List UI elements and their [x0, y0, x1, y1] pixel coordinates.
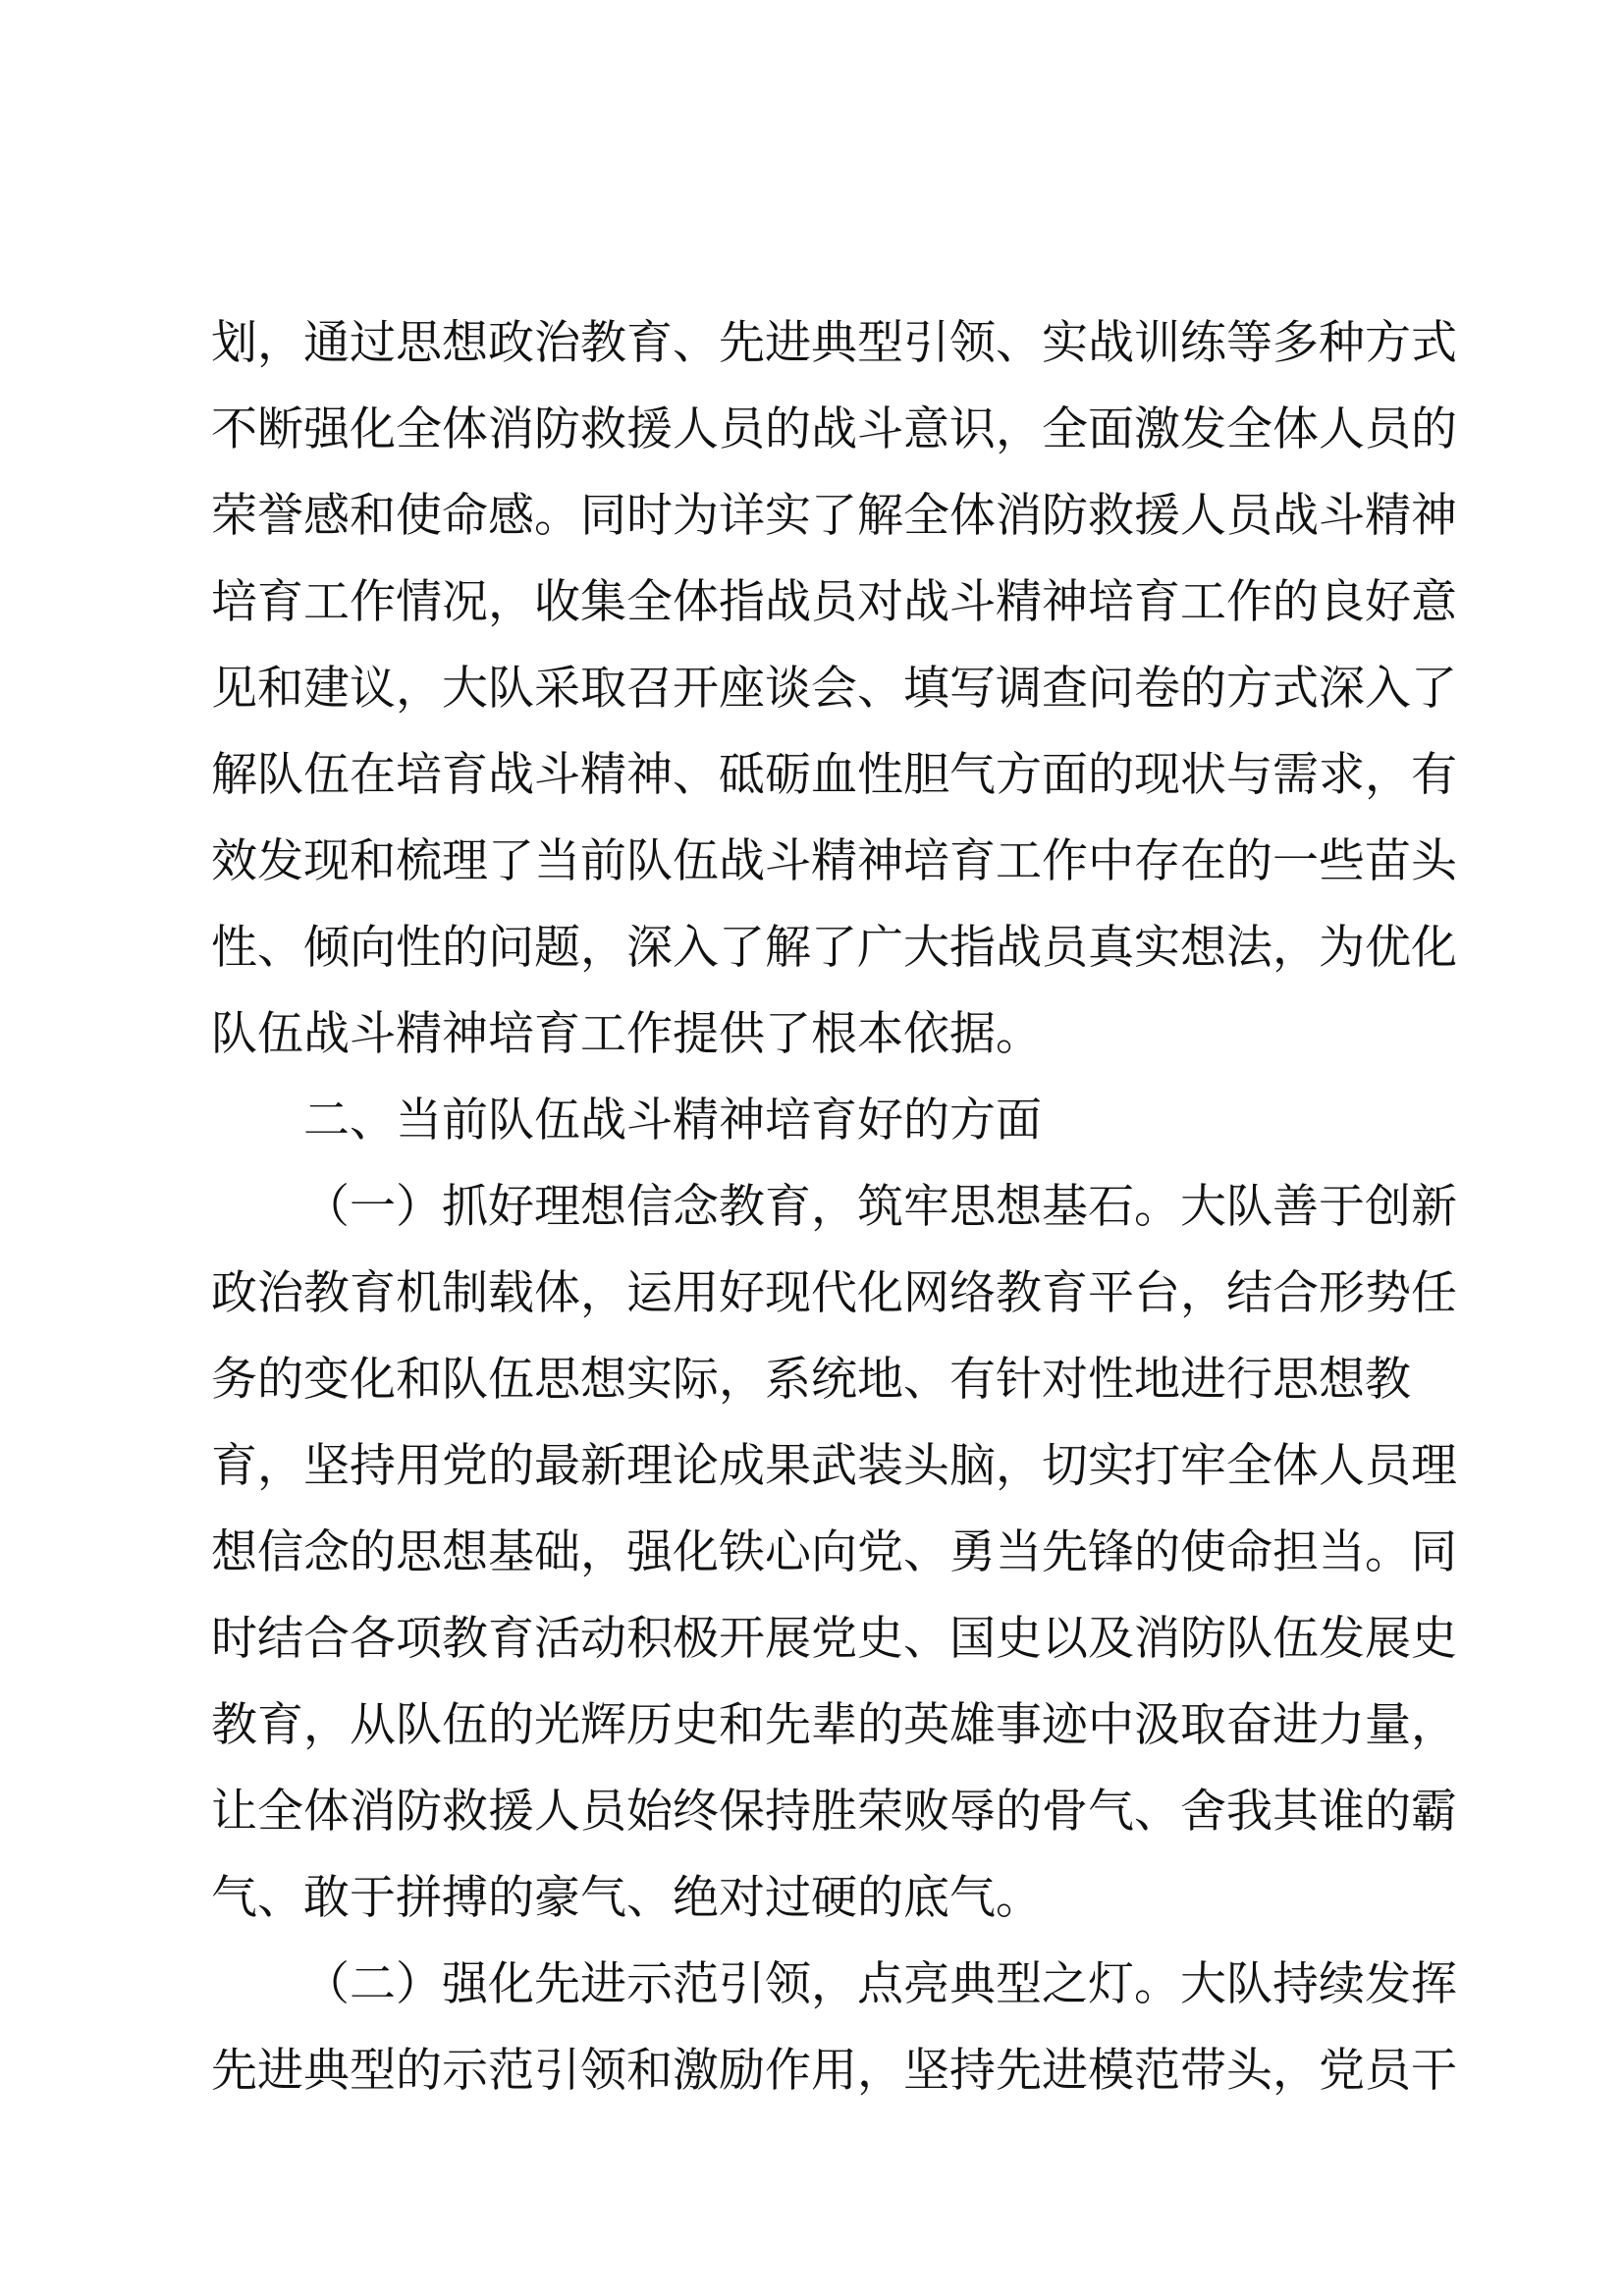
paragraph-line: 培育工作情况，收集全体指战员对战斗精神培育工作的良好意 [211, 575, 1457, 629]
paragraph-line: 让全体消防救援人员始终保持胜荣败辱的骨气、舍我其谁的霸 [211, 1785, 1457, 1839]
paragraph-line: 想信念的思想基础，强化铁心向党、勇当先锋的使命担当。同 [211, 1525, 1457, 1579]
document-body [211, 300, 1457, 2114]
subsection-first-line-text: 大队持续发挥 [1180, 1957, 1457, 2011]
paragraph-line: 解队伍在培育战斗精神、砥砺血性胆气方面的现状与需求，有 [211, 748, 1457, 802]
subsection-first-line [211, 1942, 1457, 2028]
paragraph-line: 先进典型的示范引领和激励作用，坚持先进模范带头，党员干 [211, 2044, 1457, 2098]
subsection-heading: （二）强化先进示范引领，点亮典型之灯。 [303, 1957, 1180, 2011]
paragraph-line: 教育，从队伍的光辉历史和先辈的英雄事迹中汲取奋进力量， [211, 1698, 1457, 1752]
paragraph-line: 性、倾向性的问题，深入了解了广大指战员真实想法，为优化 [211, 921, 1457, 975]
paragraph-line: 时结合各项教育活动积极开展党史、国史以及消防队伍发展史 [211, 1612, 1457, 1666]
subsection-heading: （一）抓好理想信念教育，筑牢思想基石。 [303, 1180, 1180, 1234]
paragraph-line: 效发现和梳理了当前队伍战斗精神培育工作中存在的一些苗头 [211, 834, 1457, 888]
paragraph-line: 政治教育机制载体，运用好现代化网络教育平台，结合形势任 [211, 1266, 1457, 1320]
section-heading: 二、当前队伍战斗精神培育好的方面 [303, 1094, 1042, 1148]
paragraph-line: 见和建议，大队采取召开座谈会、填写调查问卷的方式深入了 [211, 662, 1457, 716]
paragraph-line: 务的变化和队伍思想实际，系统地、有针对性地进行思想教 [211, 1353, 1411, 1407]
paragraph-line: 气、敢于拼搏的豪气、绝对过硬的底气。 [211, 1871, 1042, 1925]
paragraph-line: 划，通过思想政治教育、先进典型引领、实战训练等多种方式 [211, 316, 1457, 370]
paragraph-line: 不断强化全体消防救援人员的战斗意识，全面激发全体人员的 [211, 402, 1457, 456]
subsection-first-line-text: 大队善于创新 [1180, 1180, 1457, 1234]
subsection-first-line [211, 1164, 1457, 1251]
paragraph-line: 育，坚持用党的最新理论成果武装头脑，切实打牢全体人员理 [211, 1439, 1457, 1493]
paragraph-line: 队伍战斗精神培育工作提供了根本依据。 [211, 1007, 1042, 1061]
paragraph-line: 荣誉感和使命感。同时为详实了解全体消防救援人员战斗精神 [211, 489, 1457, 543]
